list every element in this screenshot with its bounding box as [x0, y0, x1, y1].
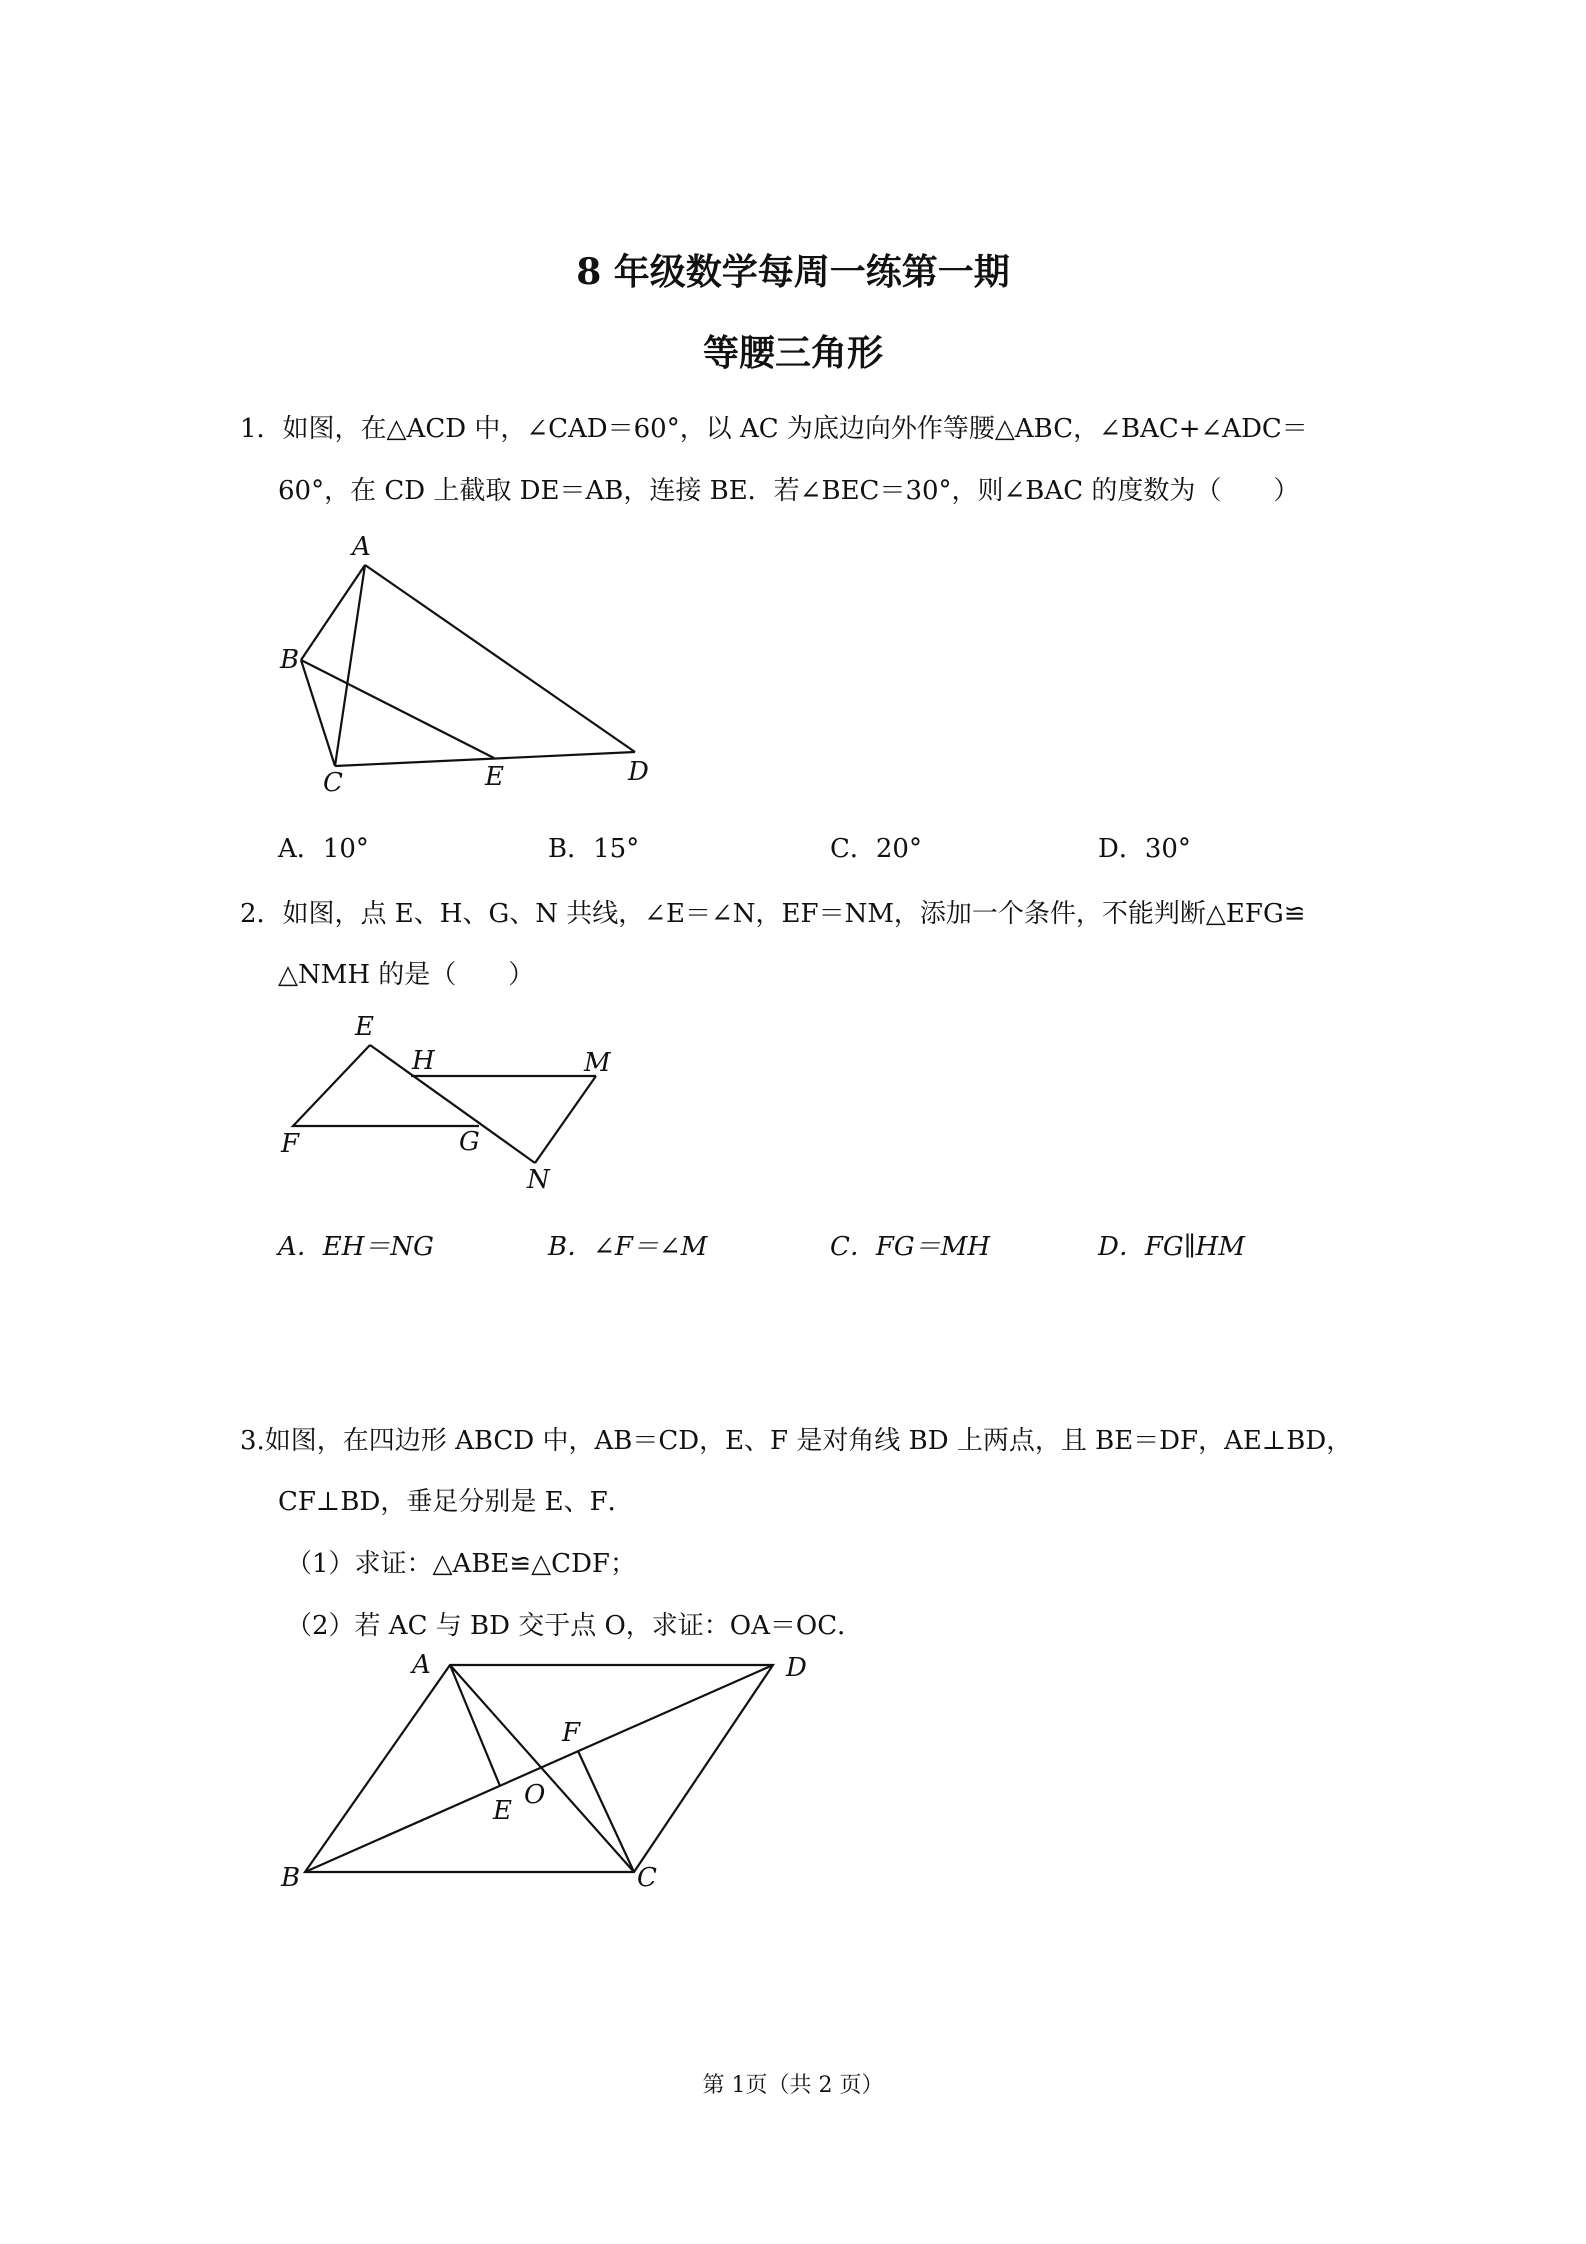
q3-label-F: F	[562, 1718, 581, 1748]
q1-text-line2: 60°，在 CD 上截取 DE＝AB，连接 BE．若∠BEC＝30°，则∠BAC 的度数为（ ）	[278, 476, 1300, 506]
q1-seg-BE	[301, 660, 494, 758]
q2-text-line2: △NMH 的是（ ）	[278, 960, 535, 990]
q2-option-c[interactable]: C．FG＝MH	[830, 1232, 990, 1262]
q1-option-d[interactable]: D．30°	[1098, 834, 1191, 864]
q2-option-b[interactable]: B．∠F＝∠M	[548, 1232, 708, 1262]
q1-label-B: B	[280, 645, 300, 675]
page-footer: 第 1页（共 2 页）	[702, 2073, 884, 2098]
page-subtitle: 等腰三角形	[702, 332, 883, 374]
q2-option-a[interactable]: A．EH＝NG	[278, 1232, 434, 1262]
q3-part2: （2）若 AC 与 BD 交于点 O，求证：OA＝OC．	[286, 1611, 864, 1641]
q3-figure	[290, 1650, 810, 1890]
q2-option-d[interactable]: D．FG∥HM	[1098, 1232, 1245, 1262]
q3-part1: （1）求证：△ABE≌△CDF；	[286, 1549, 636, 1579]
q3-label-B: B	[281, 1863, 301, 1893]
q2-label-F: F	[281, 1129, 300, 1159]
q1-label-E: E	[485, 762, 504, 792]
q1-figure	[270, 530, 670, 800]
q2-seg-MN	[535, 1076, 596, 1163]
q3-label-D: D	[786, 1653, 807, 1683]
q2-label-H: H	[412, 1046, 435, 1076]
q1-option-a[interactable]: A．10°	[278, 834, 369, 864]
q1-label-D: D	[628, 757, 649, 787]
q2-seg-EN	[370, 1045, 535, 1163]
q3-seg-CF	[578, 1751, 634, 1872]
q2-label-N: N	[527, 1165, 550, 1195]
q2-figure	[280, 1030, 620, 1190]
q3-label-O: O	[524, 1780, 546, 1810]
q1-option-c[interactable]: C．20°	[830, 834, 922, 864]
q3-label-C: C	[637, 1863, 657, 1893]
q1-seg-AD	[365, 565, 635, 752]
q3-label-A: A	[412, 1650, 431, 1680]
q3-text-line1: 3.如图，在四边形 ABCD 中，AB＝CD，E、F 是对角线 BD 上两点，且 BE＝DF，AE⊥BD，	[240, 1426, 1353, 1456]
q3-seg-AE	[450, 1665, 500, 1786]
q1-text-line1: 1．如图，在△ACD 中，∠CAD＝60°，以 AC 为底边向外作等腰△ABC，∠BAC+∠ADC＝	[240, 414, 1308, 444]
q3-label-E: E	[493, 1796, 512, 1826]
q2-label-M: M	[584, 1048, 611, 1078]
q1-seg-AB	[301, 565, 365, 660]
q1-label-C: C	[323, 768, 343, 798]
q3-diagonal-AC	[450, 1665, 634, 1872]
q2-label-G: G	[459, 1127, 480, 1157]
q3-text-line2: CF⊥BD，垂足分别是 E、F．	[278, 1487, 634, 1517]
q2-text-line1: 2．如图，点 E、H、G、N 共线，∠E＝∠N，EF＝NM，添加一个条件，不能判断△EFG≌	[240, 899, 1306, 929]
q1-seg-AC	[335, 565, 365, 766]
q1-label-A: A	[352, 532, 371, 562]
page-title: 8 年级数学每周一练第一期	[576, 251, 1010, 293]
q2-label-E: E	[355, 1012, 374, 1042]
q1-option-b[interactable]: B．15°	[548, 834, 640, 864]
